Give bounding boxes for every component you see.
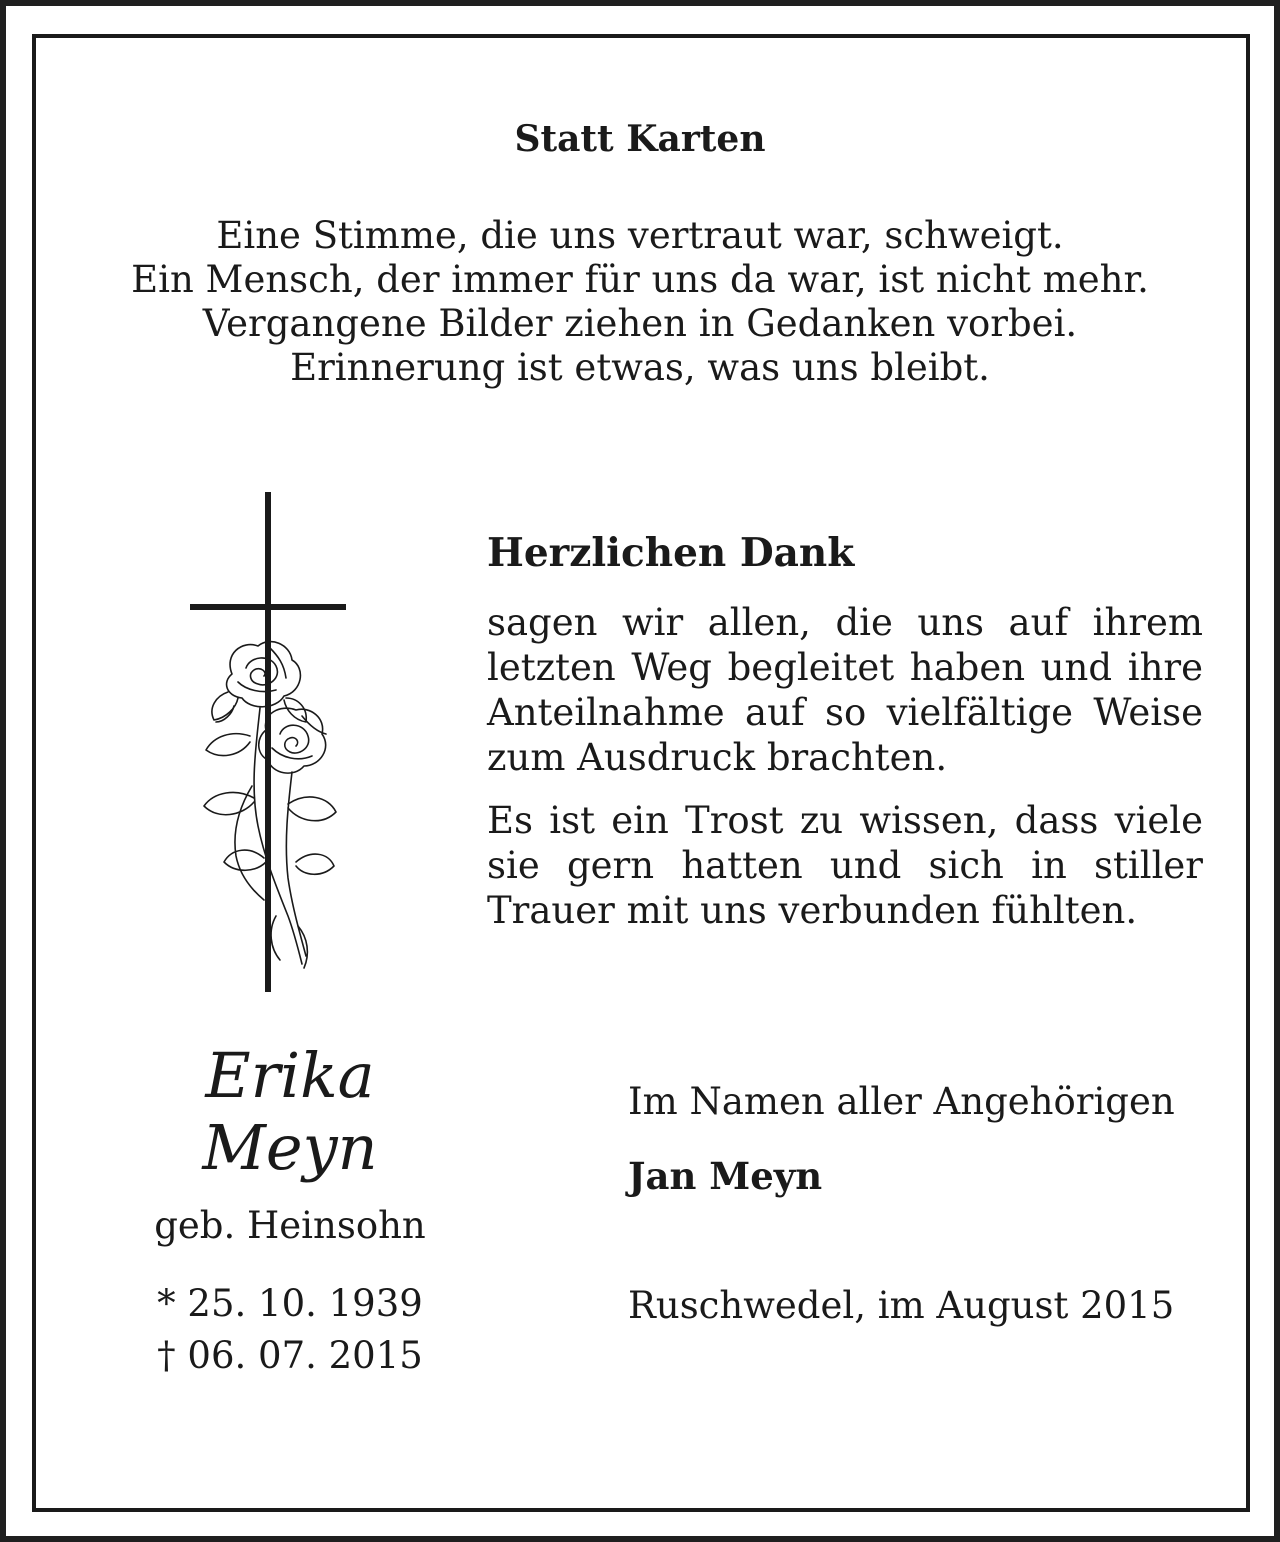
thanks-paragraph: sagen wir allen, die uns auf ihrem letzten Weg begleitet haben und ihre Anteilnahme auf so vielfältige Weise zum Ausdruck brachten. <box>487 601 1203 779</box>
birth-date: * 25. 10. 1939 <box>157 1282 423 1325</box>
comfort-paragraph: Es ist ein Trost zu wissen, dass viele sie gern hatten und sich in stiller Trauer mit uns verbunden fühlten. <box>487 799 1203 932</box>
deceased-last-name: Meyn <box>202 1111 378 1184</box>
poem-line: Erinnerung ist etwas, was uns bleibt. <box>290 346 990 389</box>
deceased-name <box>110 1040 470 1184</box>
birth-name: geb. Heinsohn <box>154 1204 426 1247</box>
poem-line: Ein Mensch, der immer für uns da war, ist nicht mehr. <box>131 258 1149 301</box>
death-date: † 06. 07. 2015 <box>157 1334 423 1377</box>
poem <box>0 214 1280 390</box>
header-title: Statt Karten <box>514 118 766 160</box>
poem-line: Eine Stimme, die uns vertraut war, schweigt. <box>216 214 1064 257</box>
poem-line: Vergangene Bilder ziehen in Gedanken vorbei. <box>202 302 1078 345</box>
signature-intro: Im Namen aller Angehörigen <box>628 1080 1175 1123</box>
place-and-date: Ruschwedel, im August 2015 <box>628 1284 1175 1327</box>
signer-name: Jan Meyn <box>628 1154 823 1198</box>
thanks-title: Herzlichen Dank <box>487 530 855 576</box>
life-dates <box>110 1278 470 1382</box>
cross-with-roses-icon <box>180 486 360 998</box>
deceased-first-name: Erika <box>205 1039 375 1112</box>
